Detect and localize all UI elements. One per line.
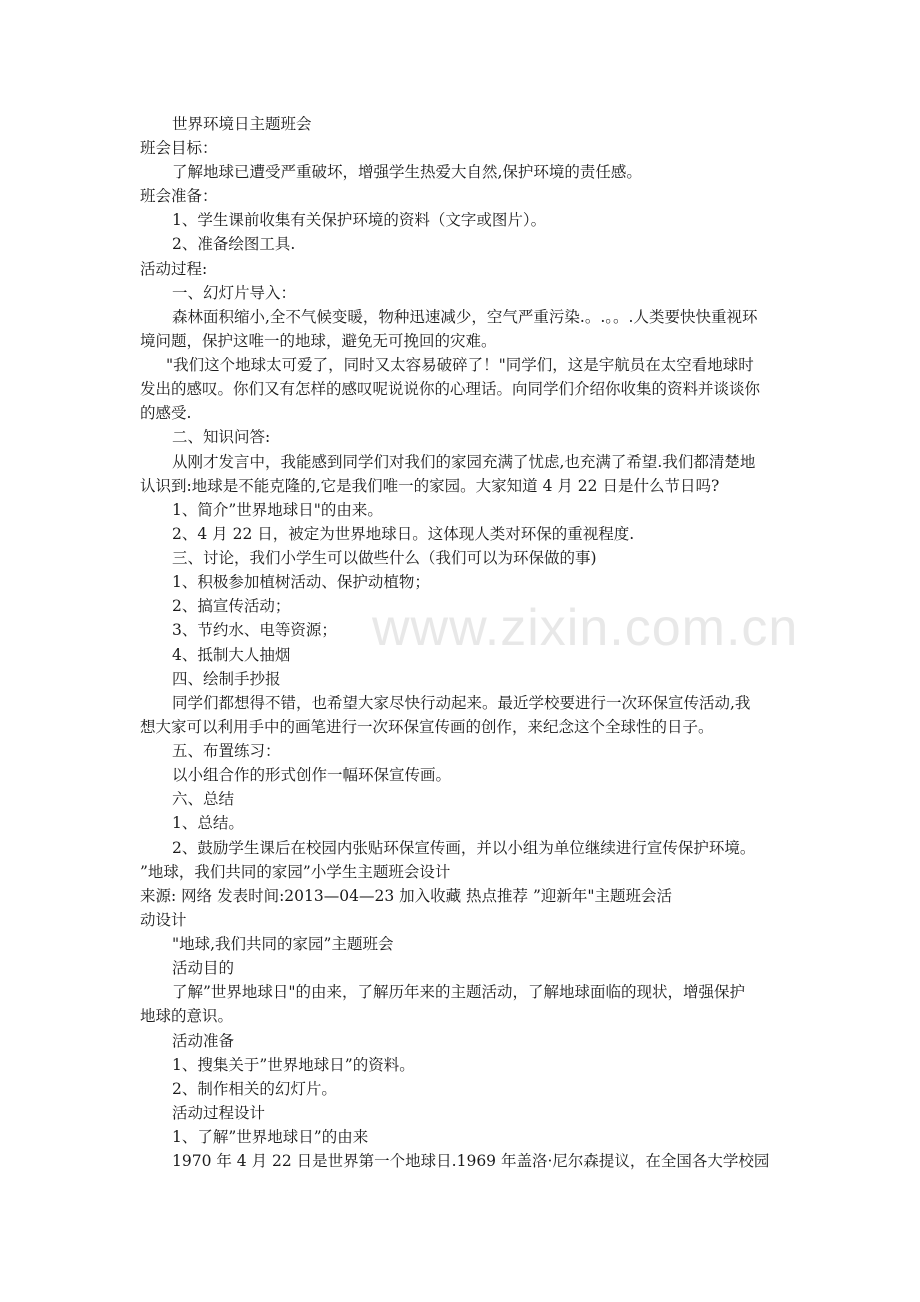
paragraph-line: 认识到:地球是不能克隆的,它是我们唯一的家园。大家知道 4 月 22 日是什么节日吗?	[140, 477, 720, 495]
list-item: 2、搞宣传活动；	[172, 597, 291, 615]
section-heading: 班会准备：	[140, 187, 218, 205]
article-meta: 动设计	[140, 911, 187, 929]
subsection-heading: 活动过程设计	[172, 1104, 266, 1122]
list-item: 1、了解”世界地球日”的由来	[172, 1128, 369, 1146]
list-item: 1、简介”世界地球日"的由来。	[172, 501, 383, 519]
paragraph-line: 了解”世界地球日"的由来，了解历年来的主题活动，了解地球面临的现状，增强保护	[172, 983, 746, 1001]
list-item: 1、积极参加植树活动、保护动植物；	[172, 573, 430, 591]
subsection-heading: 活动准备	[172, 1032, 235, 1050]
paragraph-line: 以小组合作的形式创作一幅环保宣传画。	[172, 766, 452, 784]
paragraph-line: 从刚才发言中，我能感到同学们对我们的家园充满了忧虑,也充满了希望.我们都清楚地	[172, 453, 756, 471]
paragraph-line: "我们这个地球太可爱了，同时又太容易破碎了！"同学们，这是宇航员在太空看地球时	[166, 356, 754, 374]
list-item: 3、节约水、电等资源；	[172, 621, 337, 639]
paragraph-line: 境问题，保护这唯一的地球，避免无可挽回的灾难。	[140, 332, 497, 350]
list-item: 2、准备绘图工具.	[172, 235, 296, 253]
paragraph-line: 同学们都想得不错，也希望大家尽快行动起来。最近学校要进行一次环保宣传活动,我	[172, 694, 751, 712]
section-heading: 班会目标：	[140, 139, 218, 157]
paragraph-line: 想大家可以利用手中的画笔进行一次环保宣传画的创作，来纪念这个全球性的日子。	[140, 718, 714, 736]
list-item: 4、抵制大人抽烟	[172, 646, 291, 664]
list-item: 1、学生课前收集有关保护环境的资料（文字或图片）。	[172, 211, 547, 229]
list-item: 2、鼓励学生课后在校园内张贴环保宣传画，并以小组为单位继续进行宣传保护环境。	[172, 839, 756, 857]
subsection-heading: 六、总结	[172, 790, 235, 808]
paragraph-line: 地球的意识。	[140, 1007, 234, 1025]
paragraph-line: 的感受.	[140, 404, 192, 422]
subsection-heading: 三、讨论，我们小学生可以做些什么（我们可以为环保做的事)	[172, 549, 597, 567]
list-item: 2、4 月 22 日，被定为世界地球日。这体现人类对环保的重视程度.	[172, 525, 635, 543]
list-item: 1、总结。	[172, 814, 244, 832]
paragraph-line: 1970 年 4 月 22 日是世界第一个地球日.1969 年盖洛·尼尔森提议，在全国各大学校园	[172, 1152, 770, 1170]
subsection-heading: 四、绘制手抄报	[172, 670, 281, 688]
paragraph-line: 森林面积缩小,全不气候变暖，物种迅速减少，空气严重污染.。.。。.人类要快快重视环	[172, 308, 758, 326]
article-meta: 来源: 网络 发表时间:2013—04—23 加入收藏 热点推荐 ”迎新年"主题班会活	[140, 887, 673, 905]
watermark: www.zixin.com.cn	[372, 599, 799, 657]
paragraph-line: 了解地球已遭受严重破坏，增强学生热爱大自然,保护环境的责任感。	[172, 163, 642, 181]
subsection-heading: 活动目的	[172, 959, 235, 977]
list-item: 1、搜集关于”世界地球日”的资料。	[172, 1056, 415, 1074]
subsection-heading: 一、幻灯片导入：	[172, 284, 297, 302]
document-title: 世界环境日主题班会	[172, 115, 312, 133]
subsection-heading: 二、知识问答:	[172, 428, 271, 446]
subsection-heading: 五、布置练习：	[172, 742, 281, 760]
subsection-heading: "地球,我们共同的家园”主题班会	[172, 935, 394, 953]
list-item: 2、制作相关的幻灯片。	[172, 1080, 337, 1098]
article-title: ”地球，我们共同的家园”小学生主题班会设计	[140, 863, 451, 881]
section-heading: 活动过程:	[140, 260, 208, 278]
paragraph-line: 发出的感叹。你们又有怎样的感叹呢说说你的心理话。向同学们介绍你收集的资料并谈谈你	[140, 380, 761, 398]
